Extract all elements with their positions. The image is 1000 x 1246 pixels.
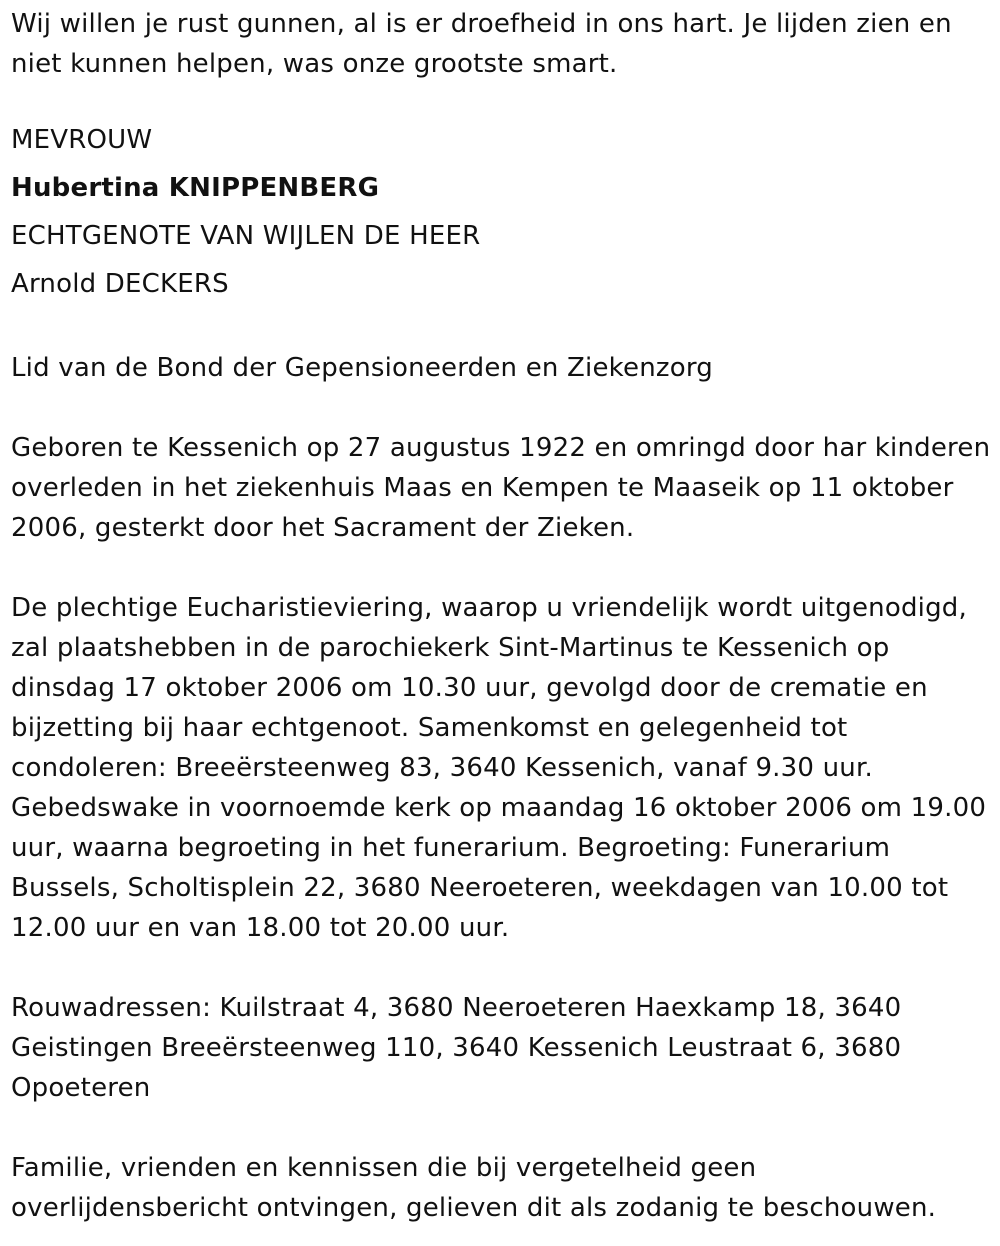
ceremony-paragraph bbox=[11, 588, 991, 948]
address-line: Rouwadressen: Kuilstraat 4, 3680 Neeroeteren Haexkamp 18, 3640 bbox=[11, 993, 902, 1023]
ceremony-line: condoleren: Breeërsteenweg 83, 3640 Kessenich, vanaf 9.30 uur. bbox=[11, 753, 873, 783]
closing-paragraph bbox=[11, 1148, 991, 1228]
death-notice bbox=[11, 0, 991, 1228]
ceremony-line: uur, waarna begroeting in het funerarium. Begroeting: Funerarium bbox=[11, 833, 891, 863]
name-block bbox=[11, 116, 991, 308]
ceremony-line: 12.00 uur en van 18.00 tot 20.00 uur. bbox=[11, 913, 510, 943]
ceremony-line: zal plaatshebben in de parochiekerk Sint-Martinus te Kessenich op bbox=[11, 633, 890, 663]
intro-line: Wij willen je rust gunnen, al is er droefheid in ons hart. Je lijden zien en bbox=[11, 9, 952, 39]
birth-death-line: overleden in het ziekenhuis Maas en Kempen te Maaseik op 11 oktober bbox=[11, 473, 954, 503]
address-line: Geistingen Breeërsteenweg 110, 3640 Kessenich Leustraat 6, 3680 bbox=[11, 1033, 902, 1063]
ceremony-line: Gebedswake in voornoemde kerk op maandag 16 oktober 2006 om 19.00 bbox=[11, 793, 987, 823]
deceased-name: Hubertina KNIPPENBERG bbox=[11, 173, 380, 203]
addresses-paragraph bbox=[11, 988, 991, 1108]
title-prefix: MEVROUW bbox=[11, 125, 153, 155]
ceremony-line: De plechtige Eucharistieviering, waarop u vriendelijk wordt uitgenodigd, bbox=[11, 593, 967, 623]
birth-death-line: Geboren te Kessenich op 27 augustus 1922 en omringd door har kinderen bbox=[11, 433, 991, 463]
ceremony-line: Bussels, Scholtisplein 22, 3680 Neeroeteren, weekdagen van 10.00 tot bbox=[11, 873, 949, 903]
closing-line: Familie, vrienden en kennissen die bij vergetelheid geen bbox=[11, 1153, 757, 1183]
intro-verse bbox=[11, 4, 991, 84]
ceremony-line: bijzetting bij haar echtgenoot. Samenkomst en gelegenheid tot bbox=[11, 713, 848, 743]
birth-death-paragraph bbox=[11, 428, 991, 548]
ceremony-line: dinsdag 17 oktober 2006 om 10.30 uur, gevolgd door de crematie en bbox=[11, 673, 928, 703]
membership-text: Lid van de Bond der Gepensioneerden en Ziekenzorg bbox=[11, 353, 713, 383]
closing-line: overlijdensbericht ontvingen, gelieven dit als zodanig te beschouwen. bbox=[11, 1193, 937, 1223]
birth-death-line: 2006, gesterkt door het Sacrament der Zieken. bbox=[11, 513, 635, 543]
spouse-name: Arnold DECKERS bbox=[11, 269, 229, 299]
spouse-prefix: ECHTGENOTE VAN WIJLEN DE HEER bbox=[11, 221, 481, 251]
intro-line: niet kunnen helpen, was onze grootste smart. bbox=[11, 49, 618, 79]
address-line: Opoeteren bbox=[11, 1073, 151, 1103]
